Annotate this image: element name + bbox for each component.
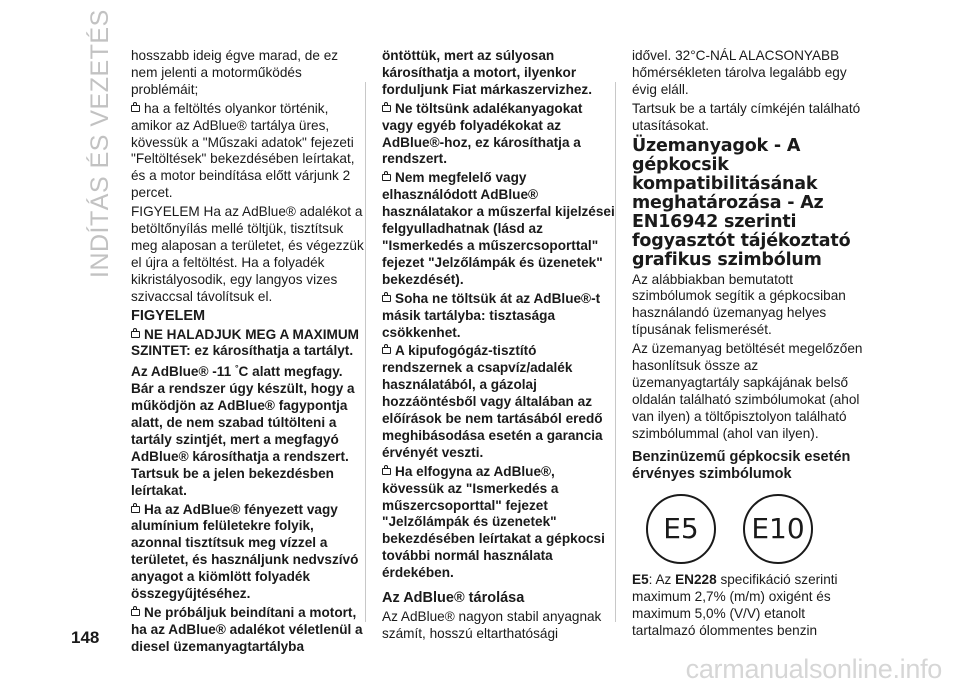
column-2: [382, 48, 617, 645]
list-item: ha a feltöltés olyankor történik, amikor az AdBlue® tartálya üres, kövessük a "Műszaki adatok" fejezeti "Feltöltések" bekezdésében leírtakat, és a motor beindítása előtt várjunk 2 percet.: [131, 100, 355, 201]
bullet-icon: [382, 468, 391, 475]
paragraph: Az üzemanyag betöltését megelőzően hasonlítsuk össze az üzemanyagtartály sapkájának belső oldalán található szimbólumokat (ahol van ilyen) a töltőpisztolyon található szimbólummal (ahol van ilyen).: [632, 341, 863, 441]
section-title-vertical: INDÍTÁS ÉS VEZETÉS: [86, 9, 114, 278]
bullet-icon: [382, 295, 391, 302]
paragraph: Az alábbiakban bemutatott szimbólumok segítik a gépkocsiban használandó üzemanyag helyes típusának felismerését.: [632, 271, 846, 338]
warning-item: Ne próbáljuk beindítani a motort, ha az AdBlue® adalékot véletlenül a diesel üzemanyagtartályba: [131, 605, 363, 654]
fuel-symbols: [646, 494, 867, 564]
e10-fuel-symbol-icon: E10: [743, 494, 813, 564]
bullet-icon: [131, 506, 140, 513]
warning-item: NE HALADJUK MEG A MAXIMUM SZINTET: ez károsíthatja a tartályt. Az AdBlue® -11 °C alatt megfagy. Bár a rendszer úgy készült, hogy a működjön az AdBlue® fagypontja alatt, de nem szabad túltölteni a tartály szintjét, mert a megfagyó AdBlue® károsíthatja a rendszert. Tartsuk be a jelen bekezdésben leírtakat.: [131, 326, 359, 498]
bullet-icon: [382, 347, 391, 354]
bullet-icon: [382, 174, 391, 181]
bullet-icon: [382, 105, 391, 112]
column-3: [632, 48, 867, 642]
subsection-heading: Benzinüzemű gépkocsik esetén érvényes szimbólumok: [632, 448, 851, 482]
warning-item: Nem megfelelő vagy elhasználódott AdBlue® használatakor a műszerfal kijelzései felgyulladhatnak (lásd az "Ismerkedés a műszercsoporttal" fejezet "Jelzőlámpák és üzenetek" bekezdését).: [382, 170, 615, 287]
bullet-icon: [131, 609, 140, 616]
paragraph: Tartsuk be a tartály címkéjén található utasításokat.: [632, 100, 861, 133]
warning-item: A kipufogógáz-tisztító rendszernek a csapvíz/adalék használatából, a gázolaj hozzáöntésből vagy általában az előírások be nem tartásából eredő meghibásodása esetén a garancia érvényét veszti.: [382, 343, 603, 460]
warning-item: Ha az AdBlue® fényezett vagy alumínium felületekre folyik, azonnal tisztítsuk meg vízzel a területet, és használjunk nedvszívó anyagot a kiömlött folyadék összegyűjtéséhez.: [131, 501, 359, 602]
paragraph: hosszabb ideig égve marad, de ez nem jelenti a motorműködés problémáit;: [131, 48, 339, 97]
paragraph: E5: Az EN228 specifikáció szerinti maximum 2,7% (m/m) oxigént és maximum 5,0% (V/V) etanolt tartalmazó ólommentes benzin: [632, 572, 838, 639]
section-heading: Üzemanyagok - A gépkocsik kompatibilitásának meghatározása - Az EN16942 szerinti fogyasztót tájékoztató grafikus szimbólum: [632, 135, 851, 270]
column-1: [131, 48, 366, 658]
e5-fuel-symbol-icon: E5: [646, 494, 716, 564]
warning-item: Ha elfogyna az AdBlue®, kövessük az "Ismerkedés a műszercsoporttal" fejezet "Jelzőlámpák és üzenetek" bekezdésében leírtakat a gépkocsi további normál használata érdekében.: [382, 463, 605, 581]
section-heading: Az AdBlue® tárolása: [382, 590, 525, 607]
paragraph: FIGYELEM Ha az AdBlue® adalékot a betöltőnyílás mellé töltjük, tisztítsuk meg alaposan a területet, és végezzük el újra a feltöltést. Ha a folyadék kikristályosodik, egy langyos vizes szivaccsal távolítsuk el.: [131, 204, 364, 304]
warning-continuation: öntöttük, mert az súlyosan károsíthatja a motort, ilyenkor forduljunk Fiat márkaszervizhez.: [382, 48, 593, 97]
paragraph: idővel. 32°C-NÁL ALACSONYABB hőmérsékleten tárolva legalább egy évig eláll.: [632, 48, 847, 97]
warning-item: Soha ne töltsük át az AdBlue®-t másik tartályba: tisztasága csökkenhet.: [382, 290, 601, 340]
warning-item: Ne töltsünk adalékanyagokat vagy egyéb folyadékokat az AdBlue®-hoz, ez károsíthatja a rendszert.: [382, 100, 583, 167]
bullet-icon: [131, 331, 140, 338]
warning-heading: FIGYELEM: [131, 307, 206, 324]
watermark: carmanualsonline.info: [685, 654, 942, 684]
page-number: 148: [71, 628, 100, 647]
bullet-icon: [131, 105, 140, 112]
paragraph: Az AdBlue® nagyon stabil anyagnak számít, hosszú eltarthatósági: [382, 609, 602, 641]
